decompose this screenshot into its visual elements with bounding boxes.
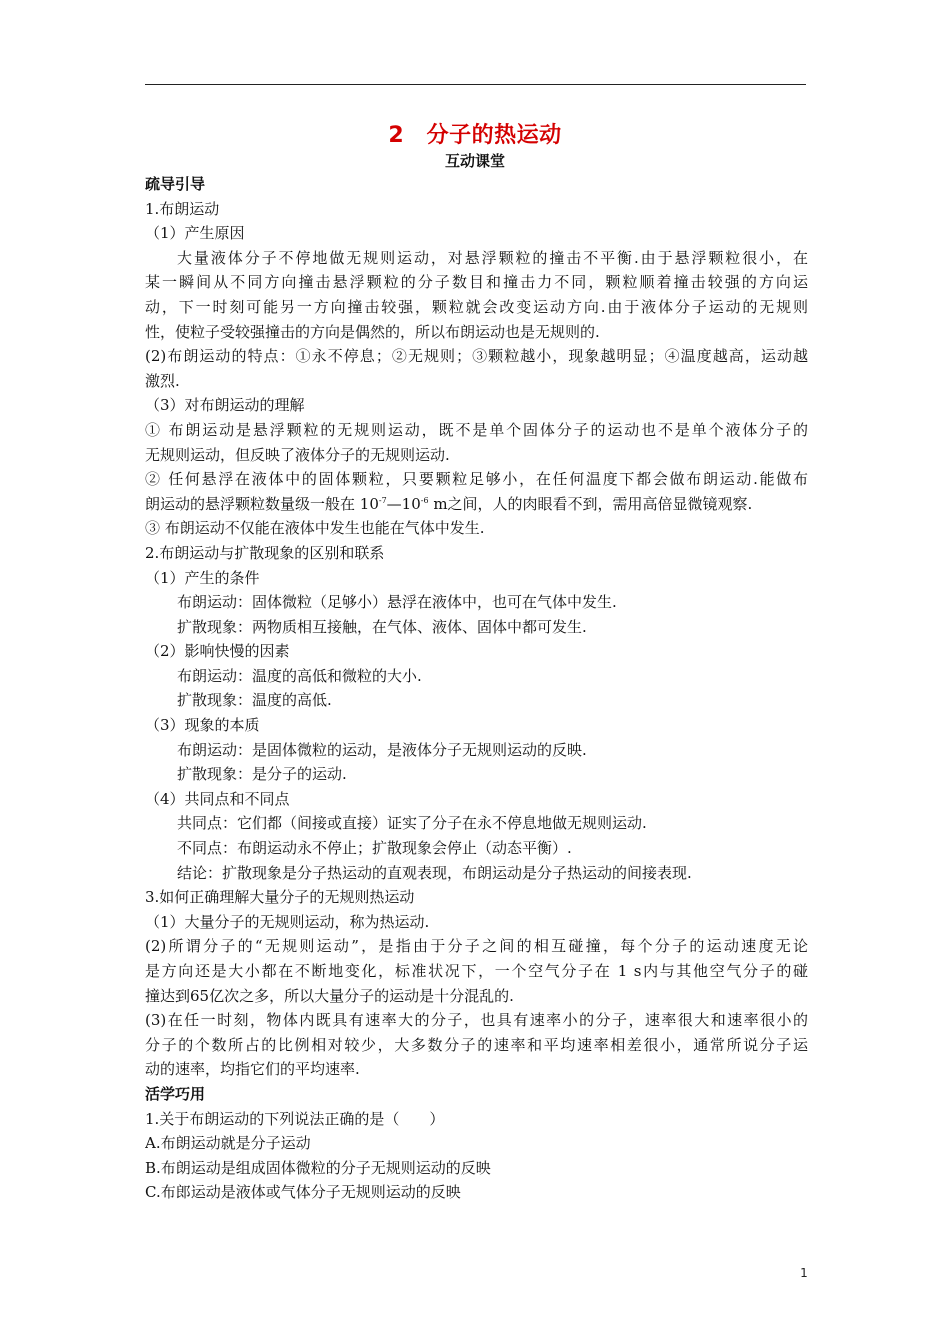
paragraph-line: 3.如何正确理解大量分子的无规则热运动 [145,888,415,907]
paragraph-line: ② 任何悬浮在液体中的固体颗粒，只要颗粒足够小，在任何温度下都会做布朗运动.能做布 [145,470,808,489]
exponent: -7 [378,495,387,505]
paragraph-line: （1）产生原因 [145,224,245,243]
paragraph-line: （3）对布朗运动的理解 [145,396,305,415]
paragraph-line: (3)在任一时刻，物体内既具有速率大的分子，也具有速率小的分子，速率很大和速率很小的 [145,1011,808,1030]
exponent: -6 [420,495,429,505]
section-heading-guide: 疏导引导 [145,175,206,193]
paragraph-line: 是方向还是大小都在不断地变化，标准状况下，一个空气分子在 1 s内与其他空气分子的碰 [145,962,808,980]
paragraph-line: 不同点：布朗运动永不停止；扩散现象会停止（动态平衡）. [177,839,572,858]
paragraph-line: (2)所谓分子的“无规则运动”，是指由于分子之间的相互碰撞，每个分子的运动速度无论 [145,937,808,956]
option-b: B.布朗运动是组成固体微粒的分子无规则运动的反映 [145,1158,491,1177]
paragraph-line: ③ 布朗运动不仅能在液体中发生也能在气体中发生. [145,519,485,538]
paragraph-line: 无规则运动，但反映了液体分子的无规则运动. [145,445,450,464]
text-span: —10 [386,494,421,513]
paragraph-line: 某一瞬间从不同方向撞击悬浮颗粒的分子数目和撞击力不同，颗粒顺着撞击较强的方向运 [145,273,808,292]
paragraph-line: 扩散现象：温度的高低. [177,691,332,710]
paragraph-line: 结论：扩散现象是分子热运动的直观表现，布朗运动是分子热运动的间接表现. [177,863,692,882]
page-subtitle: 互动课堂 [444,152,505,170]
paragraph-line: 布朗运动：是固体微粒的运动，是液体分子无规则运动的反映. [177,740,587,759]
paragraph-line: 共同点：它们都（间接或直接）证实了分子在永不停息地做无规则运动. [177,814,647,833]
paragraph-line: 性，使粒子受较强撞击的方向是偶然的，所以布朗运动也是无规则的. [145,322,600,341]
page-number: 1 [800,1266,808,1280]
text-span: 朗运动的悬浮颗粒数量级一般在 10 [145,494,379,513]
paragraph-line: （4）共同点和不同点 [145,789,290,808]
paragraph-line: （3）现象的本质 [145,716,260,735]
option-c: C.布郎运动是液体或气体分子无规则运动的反映 [145,1183,461,1202]
paragraph-line: 撞达到65亿次之多，所以大量分子的运动是十分混乱的. [145,986,514,1005]
paragraph-line: 扩散现象：两物质相互接触，在气体、液体、固体中都可发生. [177,617,587,636]
option-a: A.布朗运动就是分子运动 [145,1134,311,1153]
paragraph-line: 大量液体分子不停地做无规则运动，对悬浮颗粒的撞击不平衡.由于悬浮颗粒很小，在 [177,248,808,267]
paragraph-line: 1.布朗运动 [145,199,220,218]
paragraph-line: （1）产生的条件 [145,568,260,587]
paragraph-line: 扩散现象：是分子的运动. [177,765,347,784]
paragraph-line: ① 布朗运动是悬浮颗粒的无规则运动，既不是单个固体分子的运动也不是单个液体分子的 [145,420,808,439]
paragraph-line: 布朗运动：固体微粒（足够小）悬浮在液体中，也可在气体中发生. [177,593,617,612]
paragraph-line: 分子的个数所占的比例相对较少，大多数分子的速率和平均速率相差很小，通常所说分子运 [145,1035,808,1054]
header-rule [145,84,806,85]
text-span: m之间，人的肉眼看不到，需用高倍显微镜观察. [428,494,753,513]
section-heading-practice: 活学巧用 [145,1084,206,1103]
paragraph-line: 2.布朗运动与扩散现象的区别和联系 [145,543,385,562]
document-body [145,172,808,1205]
paragraph-line: 激烈. [145,371,180,390]
paragraph-line: （1）大量分子的无规则运动，称为热运动. [145,912,430,931]
paragraph-line: 动，下一时刻可能另一方向撞击较强，颗粒就会改变运动方向.由于液体分子运动的无规则 [145,297,808,316]
page-title: 2 分子的热运动 [388,123,562,148]
paragraph-line: 动的速率，均指它们的平均速率. [145,1060,360,1079]
paragraph-line: (2)布朗运动的特点：①永不停息；②无规则；③颗粒越小，现象越明显；④温度越高，运动越 [145,347,808,366]
paragraph-line: （2）影响快慢的因素 [145,642,290,661]
paragraph-line-exponent [145,492,808,517]
question-stem: 1.关于布朗运动的下列说法正确的是（ ） [145,1109,445,1128]
paragraph-line: 布朗运动：温度的高低和微粒的大小. [177,666,422,685]
